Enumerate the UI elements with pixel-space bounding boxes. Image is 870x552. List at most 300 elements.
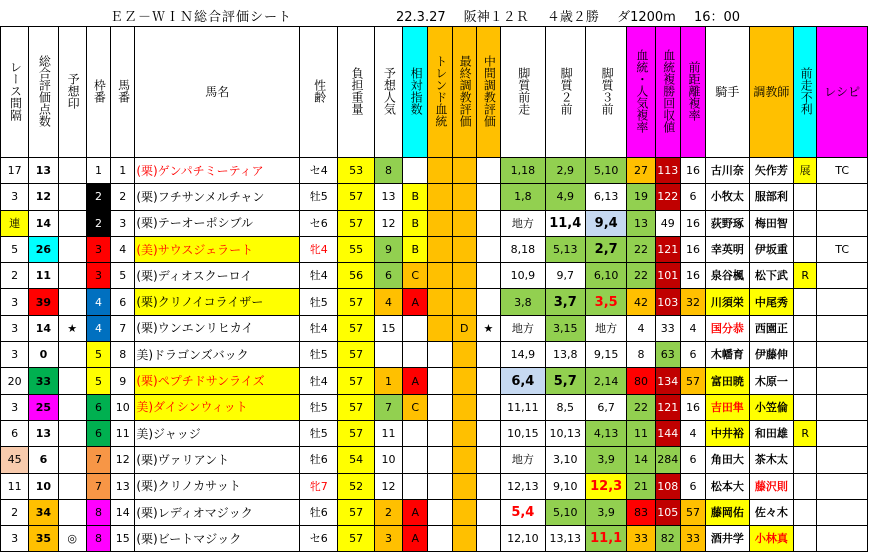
cell-bl: 8: [627, 342, 655, 368]
cell-interval: 20: [1, 368, 29, 394]
cell-interval: 連: [1, 210, 29, 236]
cell-mid: [476, 420, 500, 446]
cell-bl: 22: [627, 394, 655, 420]
cell-name: (栗)クリノカサット: [135, 473, 300, 499]
cell-furi: [794, 289, 817, 315]
cell-weight: 57: [338, 342, 374, 368]
cell-trend: [428, 289, 452, 315]
cell-furi: [794, 447, 817, 473]
column-header-label: 予想印: [66, 73, 81, 109]
cell-waku: 2: [86, 210, 110, 236]
evaluation-table: [0, 26, 868, 552]
column-header: [817, 27, 868, 158]
cell-leg2: 13,8: [545, 342, 585, 368]
cell-fin: [452, 499, 476, 525]
cell-rel: B: [403, 236, 428, 262]
cell-num: 11: [111, 420, 135, 446]
cell-trend: [428, 184, 452, 210]
table-row: [1, 315, 868, 341]
cell-waku: 4: [86, 315, 110, 341]
cell-interval: 2: [1, 263, 29, 289]
column-header-label: 最終調教評価: [458, 55, 473, 127]
cell-weight: 57: [338, 368, 374, 394]
cell-weight: 57: [338, 526, 374, 552]
cell-leg2: 9,7: [545, 263, 585, 289]
column-header-label: 負担重量: [350, 67, 365, 115]
cell-waku: 3: [86, 263, 110, 289]
cell-mark: [58, 420, 86, 446]
cell-mark: [58, 236, 86, 262]
cell-num: 7: [111, 315, 135, 341]
cell-waku: 3: [86, 236, 110, 262]
column-header: [86, 27, 110, 158]
cell-trend: [428, 420, 452, 446]
cell-leg3: 6,13: [585, 184, 626, 210]
column-header-label: 枠番: [92, 79, 107, 103]
table-row: [1, 420, 868, 446]
cell-waku: 7: [86, 473, 110, 499]
cell-trainer: 小林真: [749, 526, 793, 552]
cell-recipe: [817, 315, 868, 341]
cell-fin: [452, 158, 476, 184]
cell-jockey: 川須栄: [706, 289, 749, 315]
cell-trend: [428, 526, 452, 552]
cell-furi: [794, 210, 817, 236]
cell-name: (栗)クリノイコライザー: [135, 289, 300, 315]
cell-trainer: 西園正: [749, 315, 793, 341]
cell-mark: [58, 447, 86, 473]
cell-recipe: TC: [817, 236, 868, 262]
cell-leg3: 3,9: [585, 447, 626, 473]
cell-weight: 57: [338, 184, 374, 210]
cell-mark: [58, 263, 86, 289]
cell-leg1: 地方: [501, 315, 545, 341]
cell-jockey: 木幡育: [706, 342, 749, 368]
cell-mid: [476, 210, 500, 236]
cell-trainer: 松下武: [749, 263, 793, 289]
cell-waku: 5: [86, 342, 110, 368]
sheet-title: ＥＺ－ＷＩＮ総合評価シート: [110, 10, 293, 25]
cell-sex: 牡5: [300, 289, 338, 315]
cell-trainer: 服部利: [749, 184, 793, 210]
cell-name: 美)ダイシンウィット: [135, 394, 300, 420]
column-header: [655, 27, 680, 158]
cell-num: 10: [111, 394, 135, 420]
cell-furi: [794, 342, 817, 368]
cell-bl: 14: [627, 447, 655, 473]
cell-dist: 6: [680, 473, 705, 499]
cell-leg3: 4,13: [585, 420, 626, 446]
cell-mark: [58, 158, 86, 184]
column-header: [585, 27, 626, 158]
cell-fin: [452, 236, 476, 262]
cell-leg3: 6,7: [585, 394, 626, 420]
cell-trainer: 佐々木: [749, 499, 793, 525]
cell-trend: [428, 499, 452, 525]
column-header: [58, 27, 86, 158]
table-row: [1, 263, 868, 289]
table-row: [1, 289, 868, 315]
cell-leg2: 9,10: [545, 473, 585, 499]
column-header: [680, 27, 705, 158]
cell-bl: 27: [627, 158, 655, 184]
header-row: [1, 27, 868, 158]
cell-pop: 12: [374, 210, 402, 236]
column-header-label: 相対指数: [409, 67, 424, 115]
cell-jockey: 藤岡佑: [706, 499, 749, 525]
cell-dist: 6: [680, 342, 705, 368]
column-header-label: 総合評価点数: [37, 55, 52, 127]
cell-furi: [794, 236, 817, 262]
cell-trainer: 梅田智: [749, 210, 793, 236]
cell-rec: 49: [655, 210, 680, 236]
cell-interval: 2: [1, 499, 29, 525]
cell-sex: 牡6: [300, 447, 338, 473]
cell-trend: [428, 210, 452, 236]
cell-sex: 牡5: [300, 342, 338, 368]
cell-recipe: [817, 289, 868, 315]
cell-furi: [794, 499, 817, 525]
cell-jockey: 松本大: [706, 473, 749, 499]
cell-fin: [452, 342, 476, 368]
cell-leg3: 3,9: [585, 499, 626, 525]
cell-mid: [476, 342, 500, 368]
cell-leg1: 14,9: [501, 342, 545, 368]
column-header-label: 騎手: [715, 85, 740, 99]
column-header-label: レシピ: [824, 85, 860, 99]
cell-bl: 11: [627, 420, 655, 446]
cell-pop: 9: [374, 236, 402, 262]
cell-trend: [428, 158, 452, 184]
cell-fin: [452, 473, 476, 499]
cell-bl: 21: [627, 473, 655, 499]
cell-leg3: 地方: [585, 315, 626, 341]
cell-leg1: 6,4: [501, 368, 545, 394]
cell-weight: 57: [338, 499, 374, 525]
column-header: [627, 27, 655, 158]
table-row: [1, 184, 868, 210]
cell-mark: ◎: [58, 526, 86, 552]
cell-name: 美)ジャッジ: [135, 420, 300, 446]
cell-fin: [452, 210, 476, 236]
cell-trend: [428, 394, 452, 420]
cell-leg1: 1,18: [501, 158, 545, 184]
cell-weight: 57: [338, 315, 374, 341]
cell-rel: B: [403, 210, 428, 236]
cell-dist: 57: [680, 368, 705, 394]
cell-sex: 牝4: [300, 236, 338, 262]
cell-bl: 80: [627, 368, 655, 394]
table-body: [1, 158, 868, 552]
cell-rel: [403, 447, 428, 473]
table-row: [1, 236, 868, 262]
cell-recipe: [817, 499, 868, 525]
cell-mid: [476, 394, 500, 420]
cell-mid: [476, 368, 500, 394]
cell-score: 33: [29, 368, 58, 394]
cell-pop: 2: [374, 499, 402, 525]
cell-fin: [452, 289, 476, 315]
cell-num: 1: [111, 158, 135, 184]
table-row: [1, 526, 868, 552]
cell-rec: 103: [655, 289, 680, 315]
column-header-label: 調教師: [753, 85, 790, 99]
cell-interval: 3: [1, 315, 29, 341]
column-header: [29, 27, 58, 158]
cell-num: 13: [111, 473, 135, 499]
cell-leg3: 11,1: [585, 526, 626, 552]
table-row: [1, 499, 868, 525]
cell-rec: 63: [655, 342, 680, 368]
cell-waku: 2: [86, 184, 110, 210]
column-header-label: 馬名: [205, 85, 230, 99]
cell-num: 12: [111, 447, 135, 473]
cell-fin: [452, 368, 476, 394]
cell-score: 0: [29, 342, 58, 368]
cell-weight: 57: [338, 394, 374, 420]
cell-score: 13: [29, 158, 58, 184]
cell-sex: セ6: [300, 526, 338, 552]
cell-mid: [476, 236, 500, 262]
cell-jockey: 吉田隼: [706, 394, 749, 420]
cell-rel: A: [403, 526, 428, 552]
cell-mark: [58, 368, 86, 394]
cell-name: (栗)ヴァリアント: [135, 447, 300, 473]
cell-weight: 55: [338, 236, 374, 262]
column-header-label: 前走不利: [799, 67, 814, 115]
cell-dist: 6: [680, 447, 705, 473]
cell-num: 14: [111, 499, 135, 525]
cell-recipe: [817, 342, 868, 368]
cell-furi: [794, 473, 817, 499]
cell-rec: 121: [655, 394, 680, 420]
cell-leg2: 5,7: [545, 368, 585, 394]
column-header-label: 前距離複率: [686, 61, 701, 121]
cell-leg2: 2,9: [545, 158, 585, 184]
cell-fin: [452, 184, 476, 210]
cell-sex: 牡4: [300, 263, 338, 289]
cell-score: 12: [29, 184, 58, 210]
cell-num: 9: [111, 368, 135, 394]
cell-rec: 33: [655, 315, 680, 341]
cell-leg3: 3,5: [585, 289, 626, 315]
cell-name: (栗)ペプチドサンライズ: [135, 368, 300, 394]
cell-leg3: 9,4: [585, 210, 626, 236]
cell-weight: 53: [338, 158, 374, 184]
cell-rel: B: [403, 184, 428, 210]
cell-dist: 6: [680, 184, 705, 210]
cell-jockey: 中井裕: [706, 420, 749, 446]
cell-trainer: 中尾秀: [749, 289, 793, 315]
cell-recipe: TC: [817, 158, 868, 184]
cell-rel: [403, 315, 428, 341]
cell-rec: 121: [655, 236, 680, 262]
cell-trainer: 小笠倫: [749, 394, 793, 420]
cell-trainer: 木原一: [749, 368, 793, 394]
cell-interval: 11: [1, 473, 29, 499]
cell-mid: [476, 447, 500, 473]
cell-score: 14: [29, 315, 58, 341]
title-row: [0, 0, 870, 26]
cell-name: (栗)ビートマジック: [135, 526, 300, 552]
cell-leg3: 9,15: [585, 342, 626, 368]
cell-leg1: 8,18: [501, 236, 545, 262]
cell-leg2: 3,15: [545, 315, 585, 341]
cell-waku: 4: [86, 289, 110, 315]
cell-rel: [403, 473, 428, 499]
column-header-label: 性齢: [312, 79, 327, 103]
cell-rec: 284: [655, 447, 680, 473]
cell-recipe: [817, 420, 868, 446]
cell-recipe: [817, 210, 868, 236]
cell-interval: 6: [1, 420, 29, 446]
cell-leg3: 2,14: [585, 368, 626, 394]
cell-trend: [428, 315, 452, 341]
cell-pop: 7: [374, 394, 402, 420]
cell-waku: 1: [86, 158, 110, 184]
cell-furi: 展: [794, 158, 817, 184]
cell-recipe: [817, 368, 868, 394]
cell-pop: 8: [374, 158, 402, 184]
cell-leg1: 地方: [501, 210, 545, 236]
cell-trainer: 藤沢則: [749, 473, 793, 499]
cell-interval: 17: [1, 158, 29, 184]
column-header-label: 血統・人気複率: [634, 49, 649, 133]
cell-pop: 13: [374, 184, 402, 210]
cell-dist: 16: [680, 210, 705, 236]
cell-leg3: 2,7: [585, 236, 626, 262]
cell-rel: C: [403, 394, 428, 420]
cell-mark: [58, 289, 86, 315]
column-header: [794, 27, 817, 158]
cell-mid: [476, 526, 500, 552]
cell-score: 11: [29, 263, 58, 289]
table-row: [1, 210, 868, 236]
cell-sex: 牡6: [300, 499, 338, 525]
cell-mid: [476, 289, 500, 315]
cell-mark: [58, 499, 86, 525]
cell-interval: 3: [1, 526, 29, 552]
cell-num: 15: [111, 526, 135, 552]
cell-leg2: 10,13: [545, 420, 585, 446]
column-header: [111, 27, 135, 158]
cell-pop: 3: [374, 526, 402, 552]
column-header-label: 脚質２前: [559, 67, 574, 115]
cell-leg3: 6,10: [585, 263, 626, 289]
cell-dist: 16: [680, 158, 705, 184]
column-header: [501, 27, 545, 158]
cell-leg1: 10,9: [501, 263, 545, 289]
cell-score: 13: [29, 420, 58, 446]
cell-score: 39: [29, 289, 58, 315]
cell-rec: 134: [655, 368, 680, 394]
cell-rec: 105: [655, 499, 680, 525]
cell-pop: 11: [374, 420, 402, 446]
cell-bl: 4: [627, 315, 655, 341]
cell-recipe: [817, 263, 868, 289]
cell-mark: [58, 473, 86, 499]
cell-rel: [403, 420, 428, 446]
column-header: [135, 27, 300, 158]
column-header: [403, 27, 428, 158]
cell-trend: [428, 236, 452, 262]
race-distance: ダ1200m: [617, 10, 676, 25]
cell-weight: 54: [338, 447, 374, 473]
column-header-label: トレンド血統: [433, 55, 448, 127]
table-row: [1, 158, 868, 184]
cell-trend: [428, 263, 452, 289]
cell-jockey: 荻野琢: [706, 210, 749, 236]
cell-trainer: 伊藤伸: [749, 342, 793, 368]
cell-weight: 52: [338, 473, 374, 499]
cell-rec: 144: [655, 420, 680, 446]
cell-jockey: 角田大: [706, 447, 749, 473]
table-row: [1, 342, 868, 368]
cell-weight: 56: [338, 263, 374, 289]
cell-rel: C: [403, 263, 428, 289]
cell-fin: [452, 420, 476, 446]
cell-fin: [452, 447, 476, 473]
cell-sex: 牝7: [300, 473, 338, 499]
cell-dist: 16: [680, 263, 705, 289]
cell-leg1: 12,13: [501, 473, 545, 499]
table-row: [1, 447, 868, 473]
cell-recipe: [817, 184, 868, 210]
cell-interval: 45: [1, 447, 29, 473]
cell-rel: A: [403, 289, 428, 315]
cell-sex: 牡5: [300, 394, 338, 420]
cell-rel: [403, 342, 428, 368]
cell-score: 6: [29, 447, 58, 473]
race-time: 16：00: [693, 10, 741, 25]
cell-rec: 122: [655, 184, 680, 210]
cell-score: 25: [29, 394, 58, 420]
cell-leg1: 3,8: [501, 289, 545, 315]
cell-leg1: 5,4: [501, 499, 545, 525]
cell-furi: R: [794, 263, 817, 289]
cell-leg3: 12,3: [585, 473, 626, 499]
cell-bl: 33: [627, 526, 655, 552]
cell-trainer: 伊坂重: [749, 236, 793, 262]
column-header: [749, 27, 793, 158]
cell-bl: 19: [627, 184, 655, 210]
cell-score: 14: [29, 210, 58, 236]
cell-weight: 57: [338, 289, 374, 315]
cell-score: 34: [29, 499, 58, 525]
cell-mid: [476, 499, 500, 525]
cell-pop: 15: [374, 315, 402, 341]
cell-score: 10: [29, 473, 58, 499]
column-header-label: 予想人気: [382, 67, 397, 115]
cell-dist: 32: [680, 289, 705, 315]
cell-waku: 5: [86, 368, 110, 394]
cell-num: 8: [111, 342, 135, 368]
race-info: [396, 6, 754, 25]
cell-rel: [403, 158, 428, 184]
cell-furi: [794, 394, 817, 420]
cell-score: 26: [29, 236, 58, 262]
cell-leg1: 10,15: [501, 420, 545, 446]
cell-leg1: 12,10: [501, 526, 545, 552]
cell-jockey: 酒井学: [706, 526, 749, 552]
cell-name: (栗)ゲンパチミーティア: [135, 158, 300, 184]
cell-mark: [58, 184, 86, 210]
cell-recipe: [817, 447, 868, 473]
cell-mid: [476, 184, 500, 210]
cell-leg2: 5,10: [545, 499, 585, 525]
cell-furi: [794, 526, 817, 552]
cell-recipe: [817, 526, 868, 552]
